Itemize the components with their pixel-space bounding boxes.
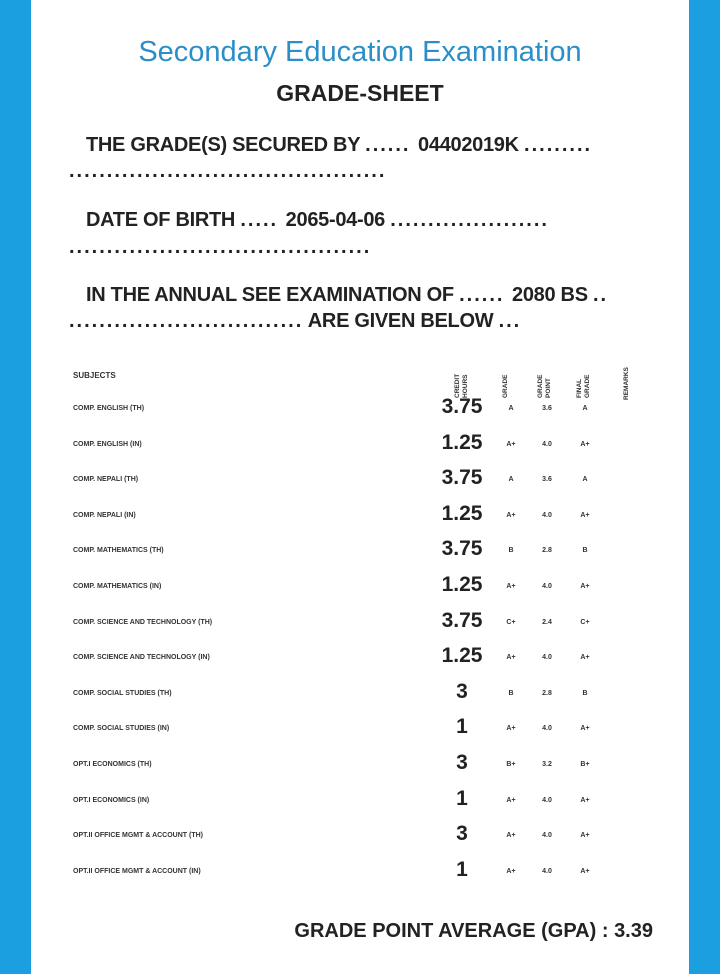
subject-cell: OPT.I ECONOMICS (TH) [73, 761, 152, 768]
secured-by-label: THE GRADE(S) SECURED BY [86, 134, 360, 156]
dob-value: 2065-04-06 [285, 209, 385, 231]
final-grade-cell: A+ [580, 440, 590, 448]
dob-line: DATE OF BIRTH ..... 2065-04-06 ..................... [86, 209, 549, 231]
grade-sheet [31, 0, 689, 974]
final-grade-cell: B [582, 547, 588, 555]
subject-cell: OPT.II OFFICE MGMT & ACCOUNT (IN) [73, 867, 201, 875]
table-row [31, 429, 689, 465]
grade-cell: A [508, 405, 514, 412]
grade-cell: A+ [506, 832, 516, 840]
header-final-grade: FINAL GRADE [576, 374, 591, 398]
gpa-line [294, 920, 653, 943]
grade-point-cell: 4.0 [542, 654, 552, 662]
credit-hours-cell: 1.25 [441, 501, 483, 525]
gpa-value: 3.39 [614, 920, 653, 942]
table-row [31, 535, 689, 571]
grade-cell: C+ [506, 618, 516, 626]
grade-point-cell: 4.0 [542, 725, 552, 733]
grade-point-cell: 4.0 [542, 832, 552, 840]
credit-hours-cell: 3.75 [441, 608, 483, 632]
table-row [31, 713, 689, 749]
grade-point-cell: 3.2 [542, 761, 552, 768]
credit-hours-cell: 3 [456, 679, 468, 703]
header-subjects: SUBJECTS [73, 371, 116, 380]
final-grade-cell: B+ [580, 761, 590, 768]
exam-line: IN THE ANNUAL SEE EXAMINATION OF ...... 2080 BS .. [86, 284, 609, 306]
subject-cell: COMP. SCIENCE AND TECHNOLOGY (IN) [73, 654, 210, 662]
credit-hours-cell: 1.25 [441, 573, 483, 596]
table-row [31, 393, 689, 429]
final-grade-cell: A+ [580, 796, 590, 804]
exam-title: Secondary Education Examination [138, 36, 582, 68]
grade-cell: A+ [506, 725, 516, 733]
table-row [31, 464, 689, 500]
final-grade-cell: A [582, 405, 588, 412]
credit-hours-cell: 3.75 [441, 466, 483, 490]
final-grade-cell: A+ [580, 725, 590, 733]
subject-cell: COMP. ENGLISH (TH) [73, 405, 145, 412]
table-row [31, 785, 689, 821]
final-grade-cell: A+ [580, 832, 590, 840]
grade-cell: B+ [506, 761, 516, 768]
final-grade-cell: A+ [580, 583, 590, 590]
symbol-number: 04402019K [418, 134, 519, 156]
table-row [31, 607, 689, 643]
credit-hours-cell: 3 [456, 751, 468, 774]
credit-hours-cell: 3.75 [441, 395, 483, 418]
given-below-label: ARE GIVEN BELOW [307, 310, 494, 332]
grade-point-cell: 2.8 [542, 689, 552, 697]
table-row [31, 500, 689, 536]
subject-cell: COMP. MATHEMATICS (IN) [73, 583, 162, 590]
final-grade-cell: A+ [580, 654, 590, 662]
secured-by-line: THE GRADE(S) SECURED BY ...... 04402019K ......... [86, 134, 593, 156]
subject-cell: COMP. SOCIAL STUDIES (IN) [73, 725, 170, 733]
gpa-label: GRADE POINT AVERAGE (GPA) : [294, 920, 609, 942]
header-remarks: REMARKS [623, 367, 630, 400]
grade-cell: B [508, 689, 514, 697]
table-row [31, 856, 689, 892]
subject-cell: COMP. ENGLISH (IN) [73, 440, 142, 448]
subject-cell: COMP. SCIENCE AND TECHNOLOGY (TH) [73, 618, 213, 626]
grade-point-cell: 4.0 [542, 583, 552, 590]
grade-cell: B [508, 547, 514, 555]
header-credit-hours: CREDIT HOURS [454, 373, 469, 398]
sheet-subtitle: GRADE-SHEET [276, 80, 444, 106]
subject-cell: OPT.I ECONOMICS (IN) [73, 796, 150, 804]
grade-point-cell: 2.8 [542, 547, 552, 555]
table-row [31, 571, 689, 607]
grade-cell: A+ [506, 511, 516, 519]
grade-cell: A [508, 476, 514, 484]
final-grade-cell: C+ [580, 618, 590, 626]
grade-cell: A+ [506, 796, 516, 804]
credit-hours-cell: 1.25 [441, 430, 483, 454]
dob-dots: ........................................ [69, 236, 372, 258]
grade-cell: A+ [506, 654, 516, 662]
grade-point-cell: 3.6 [542, 476, 552, 484]
given-below-line: ............................... ARE GIVEN BELOW ... [69, 310, 522, 332]
subject-cell: COMP. NEPALI (TH) [73, 476, 139, 484]
grade-point-cell: 3.6 [542, 405, 552, 412]
secured-by-dots: .......................................... [69, 160, 387, 182]
exam-label: IN THE ANNUAL SEE EXAMINATION OF [86, 284, 454, 306]
credit-hours-cell: 3.75 [441, 537, 483, 561]
table-row [31, 749, 689, 785]
dob-label: DATE OF BIRTH [86, 209, 236, 231]
final-grade-cell: A+ [580, 867, 590, 875]
grade-cell: A+ [506, 583, 516, 590]
table-row [31, 642, 689, 678]
credit-hours-cell: 1 [456, 857, 468, 881]
table-row [31, 820, 689, 856]
grade-cell: A+ [506, 867, 516, 875]
grade-point-cell: 2.4 [542, 618, 552, 626]
grade-cell: A+ [506, 440, 516, 448]
credit-hours-cell: 1 [456, 715, 468, 739]
grade-point-cell: 4.0 [542, 511, 552, 519]
header-grade: GRADE [502, 374, 509, 398]
subject-cell: COMP. SOCIAL STUDIES (TH) [73, 689, 172, 697]
final-grade-cell: A+ [580, 511, 590, 519]
grade-point-cell: 4.0 [542, 440, 552, 448]
exam-year: 2080 BS [512, 284, 588, 306]
final-grade-cell: B [582, 689, 588, 697]
grade-point-cell: 4.0 [542, 867, 552, 875]
final-grade-cell: A [582, 476, 588, 484]
credit-hours-cell: 1.25 [441, 644, 483, 668]
table-row [31, 678, 689, 714]
subject-cell: COMP. MATHEMATICS (TH) [73, 547, 164, 555]
credit-hours-cell: 1 [456, 786, 468, 810]
credit-hours-cell: 3 [456, 822, 468, 846]
subject-cell: OPT.II OFFICE MGMT & ACCOUNT (TH) [73, 832, 204, 840]
header-grade-point: GRADE POINT [537, 374, 552, 398]
grade-point-cell: 4.0 [542, 796, 552, 804]
subject-cell: COMP. NEPALI (IN) [73, 511, 136, 519]
